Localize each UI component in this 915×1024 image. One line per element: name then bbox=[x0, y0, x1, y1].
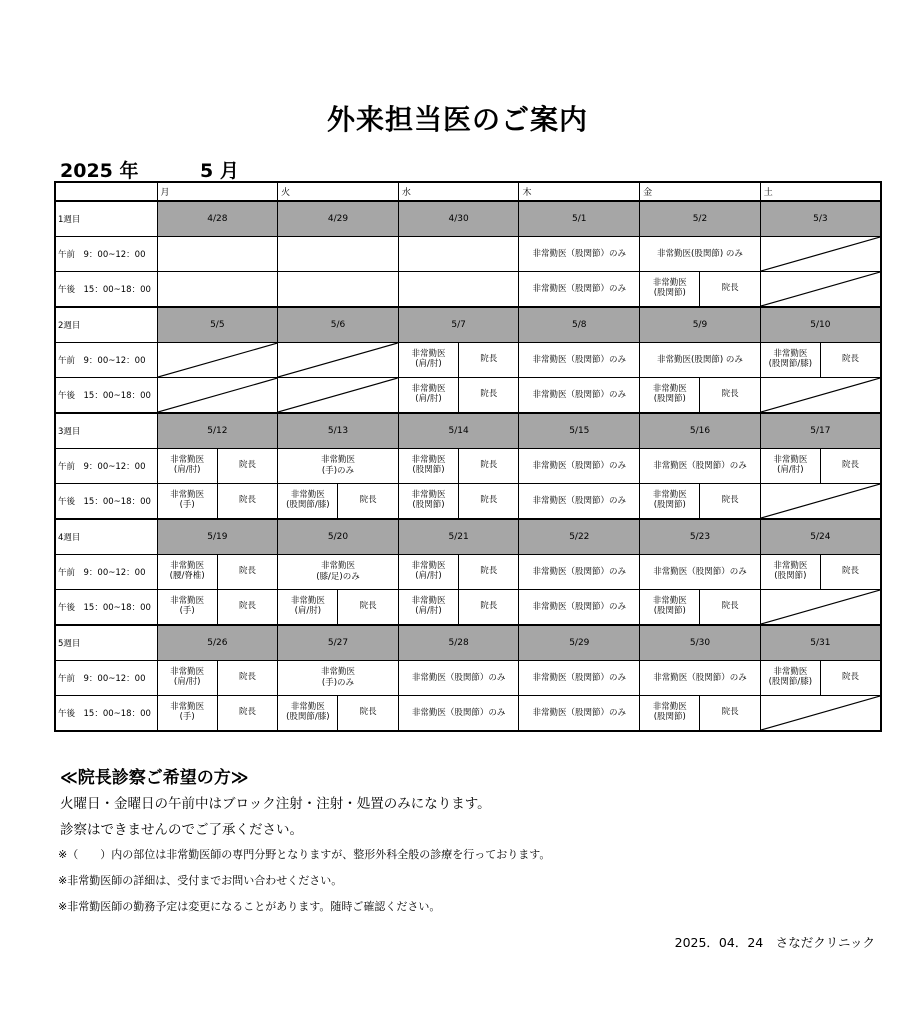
doctor-text: 非常勤医 (股関節) bbox=[411, 490, 446, 510]
doctor-text: 非常勤医（股関節）のみ bbox=[532, 354, 627, 365]
doctor-text: 非常勤医 (腰/脊椎) bbox=[169, 561, 205, 581]
week-row bbox=[55, 413, 881, 449]
closed-slot-mon bbox=[157, 378, 278, 414]
week-row bbox=[55, 519, 881, 555]
closed-diagonal-icon bbox=[761, 237, 880, 271]
split-slot bbox=[158, 696, 278, 730]
date-cell-thu: 5/15 bbox=[519, 413, 640, 449]
date-cell-wed: 5/14 bbox=[398, 413, 519, 449]
closed-slot-mon bbox=[157, 343, 278, 378]
slot-cell-fri bbox=[640, 343, 761, 378]
slot-cell-thu bbox=[519, 590, 640, 626]
date-cell-wed: 5/7 bbox=[398, 307, 519, 343]
slot-cell-fri bbox=[640, 661, 761, 696]
director-text: 院長 bbox=[699, 272, 759, 306]
doctor-text: 非常勤医（股関節）のみ bbox=[653, 566, 747, 577]
doctor-text: 非常勤医 (肩/肘) bbox=[170, 455, 205, 475]
slot-cell-thu bbox=[519, 272, 640, 308]
doctor-text: 非常勤医 (手) bbox=[170, 702, 205, 722]
closed-slot-sat bbox=[760, 378, 881, 414]
slot-cell-wed bbox=[398, 237, 519, 272]
week-row bbox=[55, 625, 881, 661]
doctor-text: 非常勤医 (股関節) bbox=[652, 490, 687, 510]
doctor-text: 非常勤医（股関節）のみ bbox=[532, 672, 627, 683]
date-cell-fri: 5/2 bbox=[640, 201, 761, 237]
doctor-text: 非常勤医 (肩/肘) bbox=[411, 561, 446, 581]
split-slot bbox=[158, 484, 278, 518]
doctor-text: 非常勤医（股関節）のみ bbox=[532, 460, 627, 471]
date-cell-tue: 5/27 bbox=[278, 625, 399, 661]
split-slot bbox=[278, 484, 398, 518]
day-header-row bbox=[55, 182, 881, 201]
slot-cell-mon bbox=[157, 237, 278, 272]
director-text: 院長 bbox=[458, 378, 518, 412]
notes-line-2: 診察はできませんのでご了承ください。 bbox=[60, 822, 303, 838]
slot-cell-tue bbox=[278, 661, 399, 696]
week-label: 3週目 bbox=[55, 413, 157, 449]
date-cell-fri: 5/23 bbox=[640, 519, 761, 555]
notes-heading: ≪院長診察ご希望の方≫ bbox=[60, 768, 249, 788]
split-slot bbox=[761, 449, 880, 483]
schedule-table bbox=[54, 181, 882, 732]
closed-diagonal-icon bbox=[761, 696, 880, 730]
notes-small-3: ※非常勤医師の勤務予定は変更になることがあります。随時ご確認ください。 bbox=[58, 900, 441, 913]
doctor-text: 非常勤医（股関節）のみ bbox=[532, 707, 627, 718]
date-cell-wed: 4/30 bbox=[398, 201, 519, 237]
director-text: 院長 bbox=[458, 555, 518, 589]
slot-cell-mon bbox=[157, 555, 278, 590]
doctor-text: 非常勤医（股関節）のみ bbox=[532, 283, 627, 294]
closed-diagonal-icon bbox=[761, 484, 880, 518]
month-label: 5 月 bbox=[200, 160, 239, 182]
closed-slot-sat bbox=[760, 237, 881, 272]
date-cell-mon: 5/26 bbox=[157, 625, 278, 661]
am-row bbox=[55, 449, 881, 484]
am-time-label: 午前 9：00~12：00 bbox=[55, 237, 157, 272]
day-header-sat: 土 bbox=[760, 182, 881, 201]
am-row bbox=[55, 555, 881, 590]
am-row bbox=[55, 661, 881, 696]
footer-date-clinic: 2025．04．24 さなだクリニック bbox=[674, 935, 875, 950]
closed-diagonal-icon bbox=[761, 272, 880, 306]
split-slot bbox=[761, 555, 880, 589]
date-cell-wed: 5/28 bbox=[398, 625, 519, 661]
slot-cell-fri bbox=[640, 484, 761, 520]
slot-cell-tue bbox=[278, 484, 399, 520]
slot-cell-tue bbox=[278, 272, 399, 308]
split-slot bbox=[640, 272, 760, 306]
doctor-text: 非常勤医 (股関節/膝) bbox=[768, 667, 813, 687]
slot-cell-tue bbox=[278, 590, 399, 626]
director-text: 院長 bbox=[458, 484, 518, 518]
date-cell-sat: 5/3 bbox=[760, 201, 881, 237]
split-slot bbox=[640, 378, 760, 412]
doctor-text: 非常勤医 (肩/肘) bbox=[170, 667, 205, 687]
director-text: 院長 bbox=[458, 590, 518, 624]
am-row bbox=[55, 343, 881, 378]
date-cell-wed: 5/21 bbox=[398, 519, 519, 555]
director-text: 院長 bbox=[217, 661, 277, 695]
day-header-fri: 金 bbox=[640, 182, 761, 201]
doctor-text: 非常勤医 (股関節/膝) bbox=[286, 702, 330, 722]
split-slot bbox=[399, 449, 519, 483]
split-slot bbox=[399, 343, 519, 377]
doctor-text: 非常勤医 (股関節) bbox=[773, 561, 808, 581]
doctor-text: 非常勤医(股関節) のみ bbox=[657, 354, 743, 365]
date-cell-mon: 5/5 bbox=[157, 307, 278, 343]
corner-cell bbox=[55, 182, 157, 201]
date-cell-thu: 5/22 bbox=[519, 519, 640, 555]
split-slot bbox=[278, 696, 398, 730]
split-slot bbox=[399, 484, 519, 518]
slot-cell-wed bbox=[398, 590, 519, 626]
split-slot bbox=[761, 343, 880, 377]
date-cell-tue: 5/20 bbox=[278, 519, 399, 555]
date-cell-thu: 5/1 bbox=[519, 201, 640, 237]
pm-row bbox=[55, 378, 881, 414]
closed-slot-tue bbox=[278, 343, 399, 378]
closed-diagonal-icon bbox=[158, 378, 278, 412]
slot-cell-thu bbox=[519, 237, 640, 272]
notes-line-1: 火曜日・金曜日の午前中はブロック注射・注射・処置のみになります。 bbox=[60, 796, 491, 812]
am-row bbox=[55, 237, 881, 272]
pm-time-label: 午後 15：00~18：00 bbox=[55, 272, 157, 308]
date-cell-tue: 5/13 bbox=[278, 413, 399, 449]
doctor-text: 非常勤医 (股関節) bbox=[652, 596, 687, 616]
date-cell-sat: 5/10 bbox=[760, 307, 881, 343]
doctor-text: 非常勤医 (手) bbox=[170, 490, 205, 510]
director-text: 院長 bbox=[820, 555, 880, 589]
director-text: 院長 bbox=[217, 590, 277, 624]
doctor-text: 非常勤医 (肩/肘) bbox=[411, 596, 446, 616]
director-text: 院長 bbox=[699, 590, 759, 624]
slot-cell-sat bbox=[760, 661, 881, 696]
closed-diagonal-icon bbox=[761, 378, 880, 412]
am-time-label: 午前 9：00~12：00 bbox=[55, 555, 157, 590]
closed-slot-sat bbox=[760, 696, 881, 732]
doctor-text: 非常勤医 (手)のみ bbox=[320, 455, 355, 476]
slot-cell-fri bbox=[640, 590, 761, 626]
split-slot bbox=[158, 661, 278, 695]
slot-cell-thu bbox=[519, 555, 640, 590]
doctor-text: 非常勤医 (肩/肘) bbox=[773, 455, 808, 475]
slot-cell-mon bbox=[157, 696, 278, 732]
closed-slot-sat bbox=[760, 484, 881, 520]
director-text: 院長 bbox=[217, 696, 277, 730]
day-header-thu: 木 bbox=[519, 182, 640, 201]
doctor-text: 非常勤医（股関節）のみ bbox=[532, 389, 627, 400]
week-label: 5週目 bbox=[55, 625, 157, 661]
director-text: 院長 bbox=[337, 696, 397, 730]
slot-cell-thu bbox=[519, 484, 640, 520]
doctor-text: 非常勤医 (股関節) bbox=[411, 455, 446, 475]
date-cell-thu: 5/8 bbox=[519, 307, 640, 343]
slot-cell-tue bbox=[278, 555, 399, 590]
slot-cell-tue bbox=[278, 449, 399, 484]
closed-slot-sat bbox=[760, 272, 881, 308]
pm-row bbox=[55, 696, 881, 732]
slot-cell-sat bbox=[760, 555, 881, 590]
doctor-text: 非常勤医 (手)のみ bbox=[320, 667, 355, 688]
date-cell-thu: 5/29 bbox=[519, 625, 640, 661]
slot-cell-fri bbox=[640, 272, 761, 308]
closed-diagonal-icon bbox=[278, 343, 398, 377]
doctor-text: 非常勤医 (股関節) bbox=[652, 384, 687, 404]
pm-time-label: 午後 15：00~18：00 bbox=[55, 696, 157, 732]
slot-cell-thu bbox=[519, 378, 640, 414]
split-slot bbox=[640, 590, 760, 624]
pm-time-label: 午後 15：00~18：00 bbox=[55, 484, 157, 520]
director-text: 院長 bbox=[820, 449, 880, 483]
slot-cell-mon bbox=[157, 272, 278, 308]
director-text: 院長 bbox=[217, 555, 277, 589]
split-slot bbox=[158, 449, 278, 483]
date-cell-fri: 5/9 bbox=[640, 307, 761, 343]
date-cell-tue: 5/6 bbox=[278, 307, 399, 343]
date-cell-tue: 4/29 bbox=[278, 201, 399, 237]
date-cell-sat: 5/31 bbox=[760, 625, 881, 661]
slot-cell-sat bbox=[760, 343, 881, 378]
director-text: 院長 bbox=[337, 590, 397, 624]
slot-cell-mon bbox=[157, 484, 278, 520]
doctor-text: 非常勤医 (股関節/膝) bbox=[768, 349, 813, 369]
date-cell-mon: 4/28 bbox=[157, 201, 278, 237]
slot-cell-fri bbox=[640, 237, 761, 272]
year-label: 2025 年 bbox=[60, 160, 139, 182]
slot-cell-mon bbox=[157, 590, 278, 626]
slot-cell-sat bbox=[760, 449, 881, 484]
page-title: 外来担当医のご案内 bbox=[326, 103, 588, 136]
doctor-text: 非常勤医（股関節）のみ bbox=[411, 707, 506, 718]
director-text: 院長 bbox=[458, 449, 518, 483]
slot-cell-wed bbox=[398, 449, 519, 484]
split-slot bbox=[399, 555, 519, 589]
doctor-text: 非常勤医 (股関節) bbox=[652, 278, 687, 298]
pm-time-label: 午後 15：00~18：00 bbox=[55, 590, 157, 626]
doctor-text: 非常勤医 (手) bbox=[170, 596, 205, 616]
doctor-text: 非常勤医 (股関節) bbox=[652, 702, 687, 722]
doctor-text: 非常勤医（股関節）のみ bbox=[411, 672, 506, 683]
day-header-tue: 火 bbox=[278, 182, 399, 201]
closed-diagonal-icon bbox=[761, 590, 880, 624]
split-slot bbox=[399, 378, 519, 412]
day-header-wed: 水 bbox=[398, 182, 519, 201]
split-slot bbox=[158, 555, 278, 589]
doctor-text: 非常勤医 (股関節/膝) bbox=[286, 490, 330, 510]
slot-cell-fri bbox=[640, 378, 761, 414]
slot-cell-wed bbox=[398, 378, 519, 414]
pm-row bbox=[55, 484, 881, 520]
closed-diagonal-icon bbox=[158, 343, 278, 377]
doctor-text: 非常勤医（股関節）のみ bbox=[653, 672, 747, 683]
closed-slot-tue bbox=[278, 378, 399, 414]
slot-cell-wed bbox=[398, 484, 519, 520]
doctor-text: 非常勤医(股関節) のみ bbox=[657, 248, 743, 259]
director-text: 院長 bbox=[699, 484, 759, 518]
director-text: 院長 bbox=[699, 378, 759, 412]
director-text: 院長 bbox=[820, 343, 880, 377]
slot-cell-fri bbox=[640, 555, 761, 590]
week-row bbox=[55, 307, 881, 343]
date-cell-sat: 5/17 bbox=[760, 413, 881, 449]
slot-cell-wed bbox=[398, 555, 519, 590]
date-cell-fri: 5/30 bbox=[640, 625, 761, 661]
split-slot bbox=[158, 590, 278, 624]
director-text: 院長 bbox=[337, 484, 397, 518]
slot-cell-tue bbox=[278, 696, 399, 732]
slot-cell-mon bbox=[157, 661, 278, 696]
doctor-text: 非常勤医（股関節）のみ bbox=[532, 248, 627, 259]
split-slot bbox=[640, 484, 760, 518]
slot-cell-fri bbox=[640, 696, 761, 732]
doctor-text: 非常勤医（股関節）のみ bbox=[532, 566, 627, 577]
am-time-label: 午前 9：00~12：00 bbox=[55, 661, 157, 696]
split-slot bbox=[761, 661, 880, 695]
doctor-text: 非常勤医 (膝/足)のみ bbox=[316, 561, 360, 582]
slot-cell-wed bbox=[398, 696, 519, 732]
week-label: 4週目 bbox=[55, 519, 157, 555]
slot-cell-thu bbox=[519, 449, 640, 484]
doctor-text: 非常勤医（股関節）のみ bbox=[653, 460, 747, 471]
director-text: 院長 bbox=[820, 661, 880, 695]
slot-cell-wed bbox=[398, 661, 519, 696]
am-time-label: 午前 9：00~12：00 bbox=[55, 449, 157, 484]
slot-cell-thu bbox=[519, 661, 640, 696]
date-cell-fri: 5/16 bbox=[640, 413, 761, 449]
pm-row bbox=[55, 590, 881, 626]
split-slot bbox=[278, 590, 398, 624]
director-text: 院長 bbox=[217, 484, 277, 518]
date-cell-sat: 5/24 bbox=[760, 519, 881, 555]
slot-cell-thu bbox=[519, 696, 640, 732]
day-header-mon: 月 bbox=[157, 182, 278, 201]
doctor-text: 非常勤医（股関節）のみ bbox=[532, 495, 627, 506]
doctor-text: 非常勤医（股関節）のみ bbox=[532, 601, 627, 612]
week-label: 1週目 bbox=[55, 201, 157, 237]
slot-cell-fri bbox=[640, 449, 761, 484]
week-row bbox=[55, 201, 881, 237]
notes-small-1: ※（ ）内の部位は非常勤医師の専門分野となりますが、整形外科全般の診療を行っております。 bbox=[58, 848, 551, 861]
slot-cell-wed bbox=[398, 343, 519, 378]
slot-cell-wed bbox=[398, 272, 519, 308]
director-text: 院長 bbox=[699, 696, 759, 730]
closed-slot-sat bbox=[760, 590, 881, 626]
slot-cell-thu bbox=[519, 343, 640, 378]
split-slot bbox=[399, 590, 519, 624]
date-cell-mon: 5/19 bbox=[157, 519, 278, 555]
notes-small-2: ※非常勤医師の詳細は、受付までお問い合わせください。 bbox=[58, 874, 343, 887]
date-cell-mon: 5/12 bbox=[157, 413, 278, 449]
pm-time-label: 午後 15：00~18：00 bbox=[55, 378, 157, 414]
split-slot bbox=[640, 696, 760, 730]
slot-cell-mon bbox=[157, 449, 278, 484]
director-text: 院長 bbox=[458, 343, 518, 377]
pm-row bbox=[55, 272, 881, 308]
closed-diagonal-icon bbox=[278, 378, 398, 412]
doctor-text: 非常勤医 (肩/肘) bbox=[411, 349, 446, 369]
slot-cell-tue bbox=[278, 237, 399, 272]
doctor-text: 非常勤医 (肩/肘) bbox=[290, 596, 325, 616]
am-time-label: 午前 9：00~12：00 bbox=[55, 343, 157, 378]
week-label: 2週目 bbox=[55, 307, 157, 343]
doctor-text: 非常勤医 (肩/肘) bbox=[411, 384, 446, 404]
director-text: 院長 bbox=[217, 449, 277, 483]
